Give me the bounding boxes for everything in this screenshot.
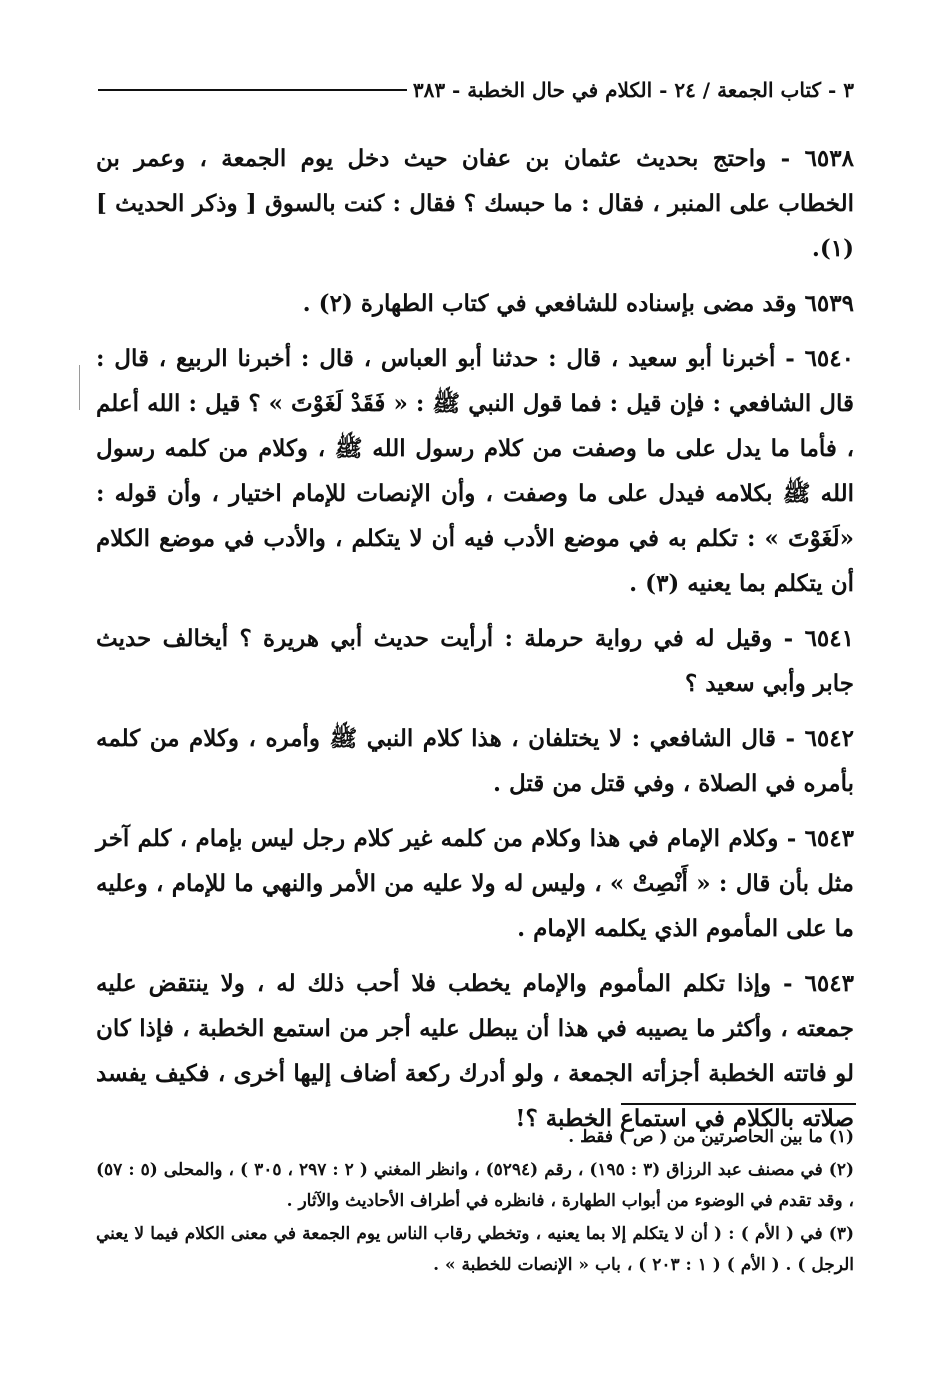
paragraph-6542: ٦٥٤٢ - قال الشافعي : لا يختلفان ، هذا كلام النبي ﷺ وأمره ، وكلام من كلمه بأمره في الصلاة ، وفي قتل من قتل . bbox=[96, 725, 854, 797]
paragraph-6540: ٦٥٤٠ - أخبرنا أبو سعيد ، قال : حدثنا أبو العباس ، قال : أخبرنا الربيع ، قال : قال الشافعي : فإن قيل : فما قول النبي ﷺ : « فَقَدْ لَغَوْتَ » ؟ قيل : الله أعلم ، فأما ما يدل على ما وصفت من كلام رسول الله ﷺ ، وكلام من كلمه رسول الله ﷺ بكلامه فيدل على ما وصفت ، وأن الإنصات للإمام اختيار ، وأن قوله : «لَغَوْتَ » : تكلم به في موضع الأدب فيه أن لا يتكلم ، والأدب في موضع الكلام أن يتكلم بما يعنيه (٣) . bbox=[96, 345, 854, 597]
paragraph-6539: ٦٥٣٩ وقد مضى بإسناده للشافعي في كتاب الطهارة (٢) . bbox=[302, 290, 854, 317]
header-rule bbox=[98, 89, 407, 91]
paragraph-6538: ٦٥٣٨ - واحتج بحديث عثمان بن عفان حيث دخل يوم الجمعة ، وعمر بن الخطاب على المنبر ، فقال : ما حبسك ؟ فقال : كنت بالسوق [ وذكر الحديث ](١). bbox=[96, 145, 854, 262]
running-title: ٣ - كتاب الجمعة / ٢٤ - الكلام في حال الخطبة - ٣٨٣ bbox=[412, 78, 854, 102]
main-text bbox=[96, 136, 854, 1151]
page-header bbox=[98, 78, 854, 102]
footnote-2: (٢) في مصنف عبد الرزاق (٣ : ١٩٥) ، رقم (٥٢٩٤) ، وانظر المغني ( ٢ : ٢٩٧ ، ٣٠٥ ) ، والمحلى (٥ : ٥٧) ، وقد تقدم في الوضوء من أبواب الطهارة ، فانظره في أطراف الأحاديث والآثار . bbox=[96, 1160, 854, 1211]
footnotes bbox=[96, 1122, 854, 1283]
footnote-1: (١) ما بين الحاصرتين من ( ص ) فقط . bbox=[568, 1127, 854, 1147]
paragraph-6543b: ٦٥٤٣ - وإذا تكلم المأموم والإمام يخطب فلا أحب ذلك له ، ولا ينتقض عليه جمعته ، وأكثر ما يصيبه في هذا أن يبطل عليه أجر من استمع الخطبة ، فإذا كان لو فاتته الخطبة أجزأته الجمعة ، ولو أدرك ركعة أضاف إليها أخرى ، فكيف يفسد صلاته بالكلام في استماع الخطبة ؟! bbox=[96, 970, 854, 1132]
footnote-3: (٣) في ( الأم ) : ( أن لا يتكلم إلا بما يعنيه ، وتخطي رقاب الناس يوم الجمعة في معنى الكلام فيما لا يعني الرجل ) . ( الأم ) ( ١ : ٢٠٣ ) ، باب « الإنصات للخطبة » . bbox=[96, 1224, 854, 1275]
margin-mark bbox=[79, 365, 80, 410]
paragraph-6541: ٦٥٤١ - وقيل له في رواية حرملة : أرأيت حديث أبي هريرة ؟ أيخالف حديث جابر وأبي سعيد ؟ bbox=[96, 625, 854, 697]
footnote-rule bbox=[621, 1103, 856, 1105]
paragraph-6543: ٦٥٤٣ - وكلام الإمام في هذا وكلام من كلمه غير كلام رجل ليس بإمام ، كلم آخر مثل بأن قال : « أَنْصِتْ » ، وليس له ولا عليه من الأمر والنهي ما للإمام ، وعليه ما على المأموم الذي يكلمه الإمام . bbox=[96, 825, 854, 942]
